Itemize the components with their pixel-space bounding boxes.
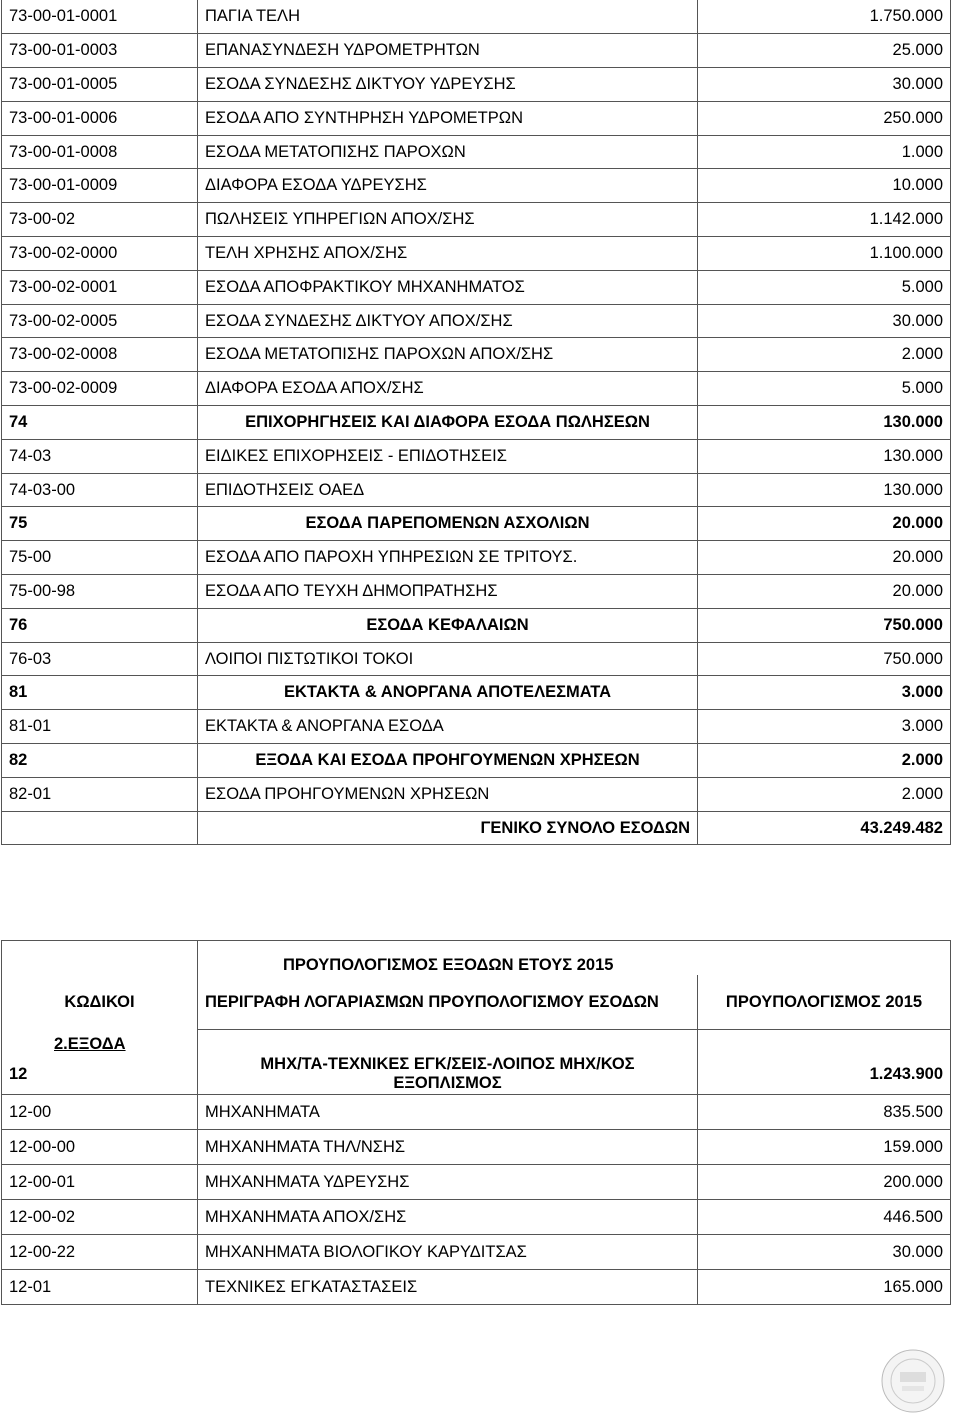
income-desc: ΕΚΤΑΚΤΑ & ΑΝΟΡΓΑΝΑ ΕΣΟΔΑ — [198, 710, 698, 744]
expense-row — [2, 1270, 951, 1305]
income-code: 82 — [2, 744, 198, 778]
expense-table — [1, 940, 951, 1305]
expense-code: 12-00 — [2, 1095, 198, 1130]
income-row — [2, 642, 951, 676]
section-empty-desc — [198, 1030, 698, 1055]
expense-title: ΠΡΟΥΠΟΛΟΓΙΣΜΟΣ ΕΞΟΔΩΝ ΕΤΟΥΣ 2015 — [198, 941, 951, 976]
expense-amount: 446.500 — [698, 1200, 951, 1235]
expense-code: 12-00-00 — [2, 1130, 198, 1165]
income-desc: ΕΠΙΔΟΤΗΣΕΙΣ ΟΑΕΔ — [198, 473, 698, 507]
expense-amount: 165.000 — [698, 1270, 951, 1305]
income-amount: 1.142.000 — [698, 203, 951, 237]
income-amount: 1.100.000 — [698, 237, 951, 271]
expense-code: 12-01 — [2, 1270, 198, 1305]
group-amount: 1.243.900 — [698, 1054, 951, 1095]
income-row — [2, 777, 951, 811]
section-label: 2.ΕΞΟΔΑ — [54, 1035, 126, 1053]
income-row — [2, 203, 951, 237]
income-code: 73-00-02-0000 — [2, 237, 198, 271]
income-amount: 250.000 — [698, 101, 951, 135]
total-empty-cell — [2, 811, 198, 845]
income-row — [2, 710, 951, 744]
income-row — [2, 101, 951, 135]
section-row — [2, 1030, 951, 1055]
income-row — [2, 68, 951, 102]
section-label-cell — [2, 1030, 198, 1055]
income-amount: 25.000 — [698, 34, 951, 68]
income-code: 73-00-01-0003 — [2, 34, 198, 68]
income-code: 73-00-02-0001 — [2, 270, 198, 304]
income-row — [2, 575, 951, 609]
expense-desc: ΜΗΧΑΝΗΜΑΤΑ — [198, 1095, 698, 1130]
company-logo — [880, 1348, 946, 1414]
income-desc: ΕΣΟΔΑ ΑΠΟΦΡΑΚΤΙΚΟΥ ΜΗΧΑΝΗΜΑΤΟΣ — [198, 270, 698, 304]
income-row — [2, 744, 951, 778]
expense-row — [2, 1165, 951, 1200]
expense-code: 12-00-02 — [2, 1200, 198, 1235]
income-desc: ΕΣΟΔΑ ΚΕΦΑΛΑΙΩΝ — [198, 608, 698, 642]
income-code: 75-00 — [2, 541, 198, 575]
income-desc: ΕΣΟΔΑ ΑΠΟ ΣΥΝΤΗΡΗΣΗ ΥΔΡΟΜΕΤΡΩΝ — [198, 101, 698, 135]
income-desc: ΕΚΤΑΚΤΑ & ΑΝΟΡΓΑΝΑ ΑΠΟΤΕΛΕΣΜΑΤΑ — [198, 676, 698, 710]
income-desc: ΕΣΟΔΑ ΠΑΡΕΠΟΜΕΝΩΝ ΑΣΧΟΛΙΩΝ — [198, 507, 698, 541]
expense-amount: 835.500 — [698, 1095, 951, 1130]
income-row — [2, 473, 951, 507]
income-table — [1, 0, 951, 845]
income-desc: ΕΣΟΔΑ ΑΠΟ ΠΑΡΟΧΗ ΥΠΗΡΕΣΙΩΝ ΣΕ ΤΡΙΤΟΥΣ. — [198, 541, 698, 575]
income-code: 73-00-01-0005 — [2, 68, 198, 102]
expense-amount: 159.000 — [698, 1130, 951, 1165]
income-amount: 3.000 — [698, 676, 951, 710]
expense-desc: ΜΗΧΑΝΗΜΑΤΑ ΑΠΟΧ/ΣΗΣ — [198, 1200, 698, 1235]
col-codes-header: ΚΩΔΙΚΟΙ — [2, 975, 198, 1030]
income-row — [2, 304, 951, 338]
income-amount: 30.000 — [698, 68, 951, 102]
income-amount: 1.750.000 — [698, 0, 951, 34]
income-desc: ΔΙΑΦΟΡΑ ΕΣΟΔΑ ΑΠΟΧ/ΣΗΣ — [198, 372, 698, 406]
income-row — [2, 541, 951, 575]
income-row — [2, 135, 951, 169]
income-amount: 5.000 — [698, 372, 951, 406]
income-amount: 2.000 — [698, 744, 951, 778]
income-code: 76-03 — [2, 642, 198, 676]
income-row — [2, 270, 951, 304]
income-amount: 20.000 — [698, 575, 951, 609]
income-desc: ΕΙΔΙΚΕΣ ΕΠΙΧΟΡΗΣΕΙΣ - ΕΠΙΔΟΤΗΣΕΙΣ — [198, 439, 698, 473]
income-amount: 750.000 — [698, 608, 951, 642]
income-desc: ΕΣΟΔΑ ΑΠΟ ΤΕΥΧΗ ΔΗΜΟΠΡΑΤΗΣΗΣ — [198, 575, 698, 609]
income-code: 73-00-02 — [2, 203, 198, 237]
income-body — [2, 0, 951, 811]
income-row — [2, 507, 951, 541]
income-amount: 1.000 — [698, 135, 951, 169]
expense-desc: ΤΕΧΝΙΚΕΣ ΕΓΚΑΤΑΣΤΑΣΕΙΣ — [198, 1270, 698, 1305]
income-row — [2, 608, 951, 642]
income-code: 75 — [2, 507, 198, 541]
income-row — [2, 338, 951, 372]
income-code: 75-00-98 — [2, 575, 198, 609]
income-code: 82-01 — [2, 777, 198, 811]
income-code: 81-01 — [2, 710, 198, 744]
income-desc: ΕΠΙΧΟΡΗΓΗΣΕΙΣ ΚΑΙ ΔΙΑΦΟΡΑ ΕΣΟΔΑ ΠΩΛΗΣΕΩΝ — [198, 406, 698, 440]
income-code: 76 — [2, 608, 198, 642]
income-amount: 130.000 — [698, 406, 951, 440]
income-amount: 130.000 — [698, 473, 951, 507]
income-amount: 30.000 — [698, 304, 951, 338]
income-desc: ΠΑΓΙΑ ΤΕΛΗ — [198, 0, 698, 34]
income-desc: ΕΣΟΔΑ ΣΥΝΔΕΣΗΣ ΔΙΚΤΥΟΥ ΑΠΟΧ/ΣΗΣ — [198, 304, 698, 338]
income-amount: 130.000 — [698, 439, 951, 473]
col-budget-header: ΠΡΟΥΠΟΛΟΓΙΣΜΟΣ 2015 — [698, 975, 951, 1030]
income-amount: 2.000 — [698, 777, 951, 811]
income-amount: 20.000 — [698, 507, 951, 541]
income-row — [2, 439, 951, 473]
income-amount: 20.000 — [698, 541, 951, 575]
group-desc: ΜΗΧ/ΤΑ-ΤΕΧΝΙΚΕΣ ΕΓΚ/ΣΕΙΣ-ΛΟΙΠΟΣ ΜΗΧ/ΚΟΣ ΕΞΟΠΛΙΣΜΟΣ — [198, 1054, 698, 1095]
income-code: 74 — [2, 406, 198, 440]
section-empty-amount — [698, 1030, 951, 1055]
expense-amount: 30.000 — [698, 1235, 951, 1270]
income-desc: ΔΙΑΦΟΡΑ ΕΣΟΔΑ ΥΔΡΕΥΣΗΣ — [198, 169, 698, 203]
income-code: 73-00-02-0005 — [2, 304, 198, 338]
col-desc-header: ΠΕΡΙΓΡΑΦΗ ΛΟΓΑΡΙΑΣΜΩΝ ΠΡΟΥΠΟΛΟΓΙΣΜΟΥ ΕΣΟΔΩΝ — [198, 975, 698, 1030]
income-amount: 5.000 — [698, 270, 951, 304]
income-desc: ΠΩΛΗΣΕΙΣ ΥΠΗΡΕΓΙΩΝ ΑΠΟΧ/ΣΗΣ — [198, 203, 698, 237]
income-amount: 3.000 — [698, 710, 951, 744]
income-row — [2, 237, 951, 271]
income-amount: 750.000 — [698, 642, 951, 676]
income-code: 73-00-01-0008 — [2, 135, 198, 169]
income-code: 73-00-01-0009 — [2, 169, 198, 203]
expense-row — [2, 1095, 951, 1130]
income-row — [2, 169, 951, 203]
expense-header-row — [2, 975, 951, 1030]
expense-desc: ΜΗΧΑΝΗΜΑΤΑ ΒΙΟΛΟΓΙΚΟΥ ΚΑΡΥΔΙΤΣΑΣ — [198, 1235, 698, 1270]
income-amount: 2.000 — [698, 338, 951, 372]
income-code: 73-00-02-0008 — [2, 338, 198, 372]
income-desc: ΛΟΙΠΟΙ ΠΙΣΤΩΤΙΚΟΙ ΤΟΚΟΙ — [198, 642, 698, 676]
income-desc: ΕΞΟΔΑ ΚΑΙ ΕΣΟΔΑ ΠΡΟΗΓΟΥΜΕΝΩΝ ΧΡΗΣΕΩΝ — [198, 744, 698, 778]
income-row — [2, 406, 951, 440]
income-total-row — [2, 811, 951, 845]
expense-row — [2, 1200, 951, 1235]
income-row — [2, 676, 951, 710]
expense-desc: ΜΗΧΑΝΗΜΑΤΑ ΥΔΡΕΥΣΗΣ — [198, 1165, 698, 1200]
income-code: 81 — [2, 676, 198, 710]
group-code: 12 — [2, 1054, 198, 1095]
income-row — [2, 0, 951, 34]
expense-amount: 200.000 — [698, 1165, 951, 1200]
income-code: 74-03-00 — [2, 473, 198, 507]
expense-code: 12-00-01 — [2, 1165, 198, 1200]
income-amount: 10.000 — [698, 169, 951, 203]
expense-group-row — [2, 1054, 951, 1095]
income-row — [2, 372, 951, 406]
title-empty-left — [2, 941, 198, 976]
expense-row — [2, 1130, 951, 1165]
expense-title-row — [2, 941, 951, 976]
income-code: 74-03 — [2, 439, 198, 473]
income-desc: ΕΣΟΔΑ ΜΕΤΑΤΟΠΙΣΗΣ ΠΑΡΟΧΩΝ ΑΠΟΧ/ΣΗΣ — [198, 338, 698, 372]
expense-row — [2, 1235, 951, 1270]
income-code: 73-00-01-0006 — [2, 101, 198, 135]
total-amount: 43.249.482 — [698, 811, 951, 845]
expense-desc: ΜΗΧΑΝΗΜΑΤΑ ΤΗΛ/ΝΣΗΣ — [198, 1130, 698, 1165]
income-desc: ΕΣΟΔΑ ΠΡΟΗΓΟΥΜΕΝΩΝ ΧΡΗΣΕΩΝ — [198, 777, 698, 811]
income-desc: ΕΠΑΝΑΣΥΝΔΕΣΗ ΥΔΡΟΜΕΤΡΗΤΩΝ — [198, 34, 698, 68]
income-code: 73-00-01-0001 — [2, 0, 198, 34]
income-desc: ΕΣΟΔΑ ΜΕΤΑΤΟΠΙΣΗΣ ΠΑΡΟΧΩΝ — [198, 135, 698, 169]
expense-body — [2, 1095, 951, 1305]
expense-code: 12-00-22 — [2, 1235, 198, 1270]
income-desc: ΤΕΛΗ ΧΡΗΣΗΣ ΑΠΟΧ/ΣΗΣ — [198, 237, 698, 271]
income-code: 73-00-02-0009 — [2, 372, 198, 406]
total-label: ΓΕΝΙΚΟ ΣΥΝΟΛΟ ΕΣΟΔΩΝ — [198, 811, 698, 845]
income-desc: ΕΣΟΔΑ ΣΥΝΔΕΣΗΣ ΔΙΚΤΥΟΥ ΥΔΡΕΥΣΗΣ — [198, 68, 698, 102]
income-row — [2, 34, 951, 68]
